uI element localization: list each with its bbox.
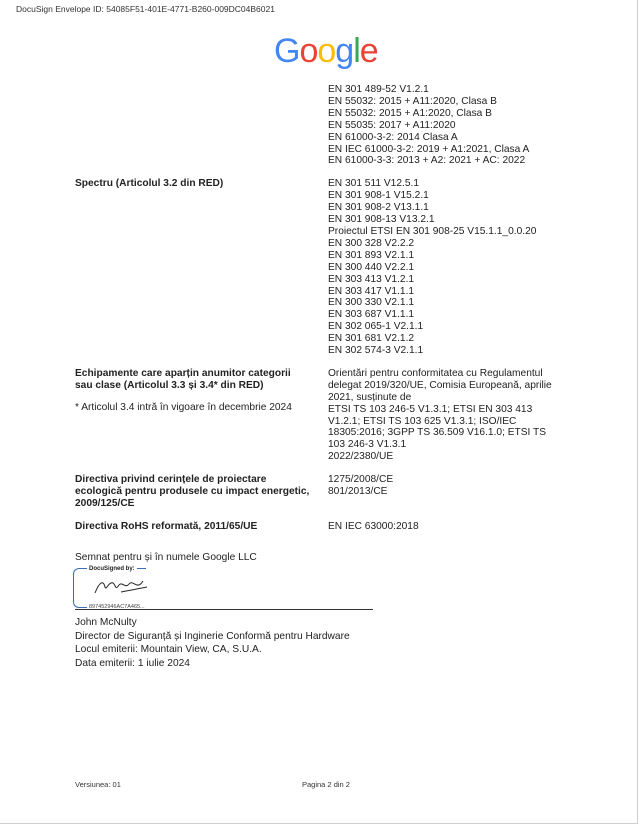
standard-line: EN IEC 61000-3-2: 2019 + A1:2021, Clasa A xyxy=(328,143,530,155)
logo-letter: G xyxy=(274,32,300,70)
issue-place: Locul emiterii: Mountain View, CA, S.U.A. xyxy=(75,644,262,656)
section-standards xyxy=(328,178,568,357)
standard-line: EN 55035: 2017 + A11:2020 xyxy=(328,119,456,131)
signature-intro: Semnat pentru și în numele Google LLC xyxy=(75,552,257,563)
section-label xyxy=(75,178,328,357)
section-label xyxy=(75,474,328,510)
standard-line: EN 301 908-1 V15.2.1 xyxy=(328,190,429,202)
standard-line: EN 301 908-13 V13.2.1 xyxy=(328,214,435,226)
standard-line: EN 61000-3-3: 2013 + A2: 2021 + AC: 2022 xyxy=(328,155,526,167)
google-logo xyxy=(274,32,378,71)
section-label-line: Spectru (Articolul 3.2 din RED) xyxy=(75,178,224,190)
standard-line: EN 301 489-52 V1.2.1 xyxy=(328,84,429,95)
standard-line: delegat 2019/320/UE, Comisia Europeană, aprilie xyxy=(328,379,552,391)
section-standards xyxy=(328,368,568,463)
section-label xyxy=(75,84,328,167)
section-emc xyxy=(75,84,575,167)
section-rohs xyxy=(75,521,575,533)
standard-line: 103 246-3 V1.3.1 xyxy=(328,439,407,451)
standards-table xyxy=(75,84,575,544)
standard-line: EN 301 681 V2.1.2 xyxy=(328,333,415,345)
section-label-line: 2009/125/CE xyxy=(75,498,135,509)
logo-letter: l xyxy=(353,32,360,70)
standard-line: EN 55032: 2015 + A11:2020, Clasa B xyxy=(328,95,497,107)
logo-letter: e xyxy=(359,32,378,70)
signer-title: Director de Siguranță și Inginerie Conformă pentru Hardware xyxy=(75,630,350,642)
standard-line: EN IEC 63000:2018 xyxy=(328,520,419,532)
section-label-line: Directiva RoHS reformată, 2011/65/UE xyxy=(75,520,258,532)
signature-block xyxy=(75,551,405,671)
standard-line: EN 302 574-3 V2.1.1 xyxy=(328,345,424,357)
section-label-line: sau clase (Articolul 3.3 și 3.4* din RED) xyxy=(75,379,264,391)
signer-name: John McNulty xyxy=(75,616,137,628)
standard-line: EN 55032: 2015 + A1:2020, Clasa B xyxy=(328,107,492,119)
logo-letter: o xyxy=(317,32,336,70)
standard-line: EN 300 440 V2.2.1 xyxy=(328,261,415,273)
standard-line: 2022/2380/UE xyxy=(328,451,394,463)
standard-line: V1.2.1; ETSI TS 103 625 V1.3.1; ISO/IEC xyxy=(328,415,517,427)
standard-line: EN 300 328 V2.2.2 xyxy=(328,237,415,249)
logo-letter: g xyxy=(335,32,354,70)
section-ecodesign xyxy=(75,474,575,510)
footer-page-number: Pagina 2 din 2 xyxy=(302,780,350,789)
standard-line: EN 61000-3-2: 2014 Clasa A xyxy=(328,131,458,143)
standard-line: EN 303 687 V1.1.1 xyxy=(328,309,415,321)
section-standards xyxy=(328,521,568,533)
signature-line xyxy=(75,609,373,610)
standard-line: Proiectul ETSI EN 301 908-25 V15.1.1_0.0.20 xyxy=(328,225,537,237)
standard-line: 18305:2016; 3GPP TS 36.509 V16.1.0; ETSI TS xyxy=(328,427,547,439)
standard-line: 1275/2008/CE xyxy=(328,474,394,486)
section-note: * Articolul 3.4 intră în vigoare în decembrie 2024 xyxy=(75,401,292,413)
standard-line: 2021, susținute de xyxy=(328,391,412,403)
standard-line: EN 303 417 V1.1.1 xyxy=(328,285,415,297)
standard-line: Orientări pentru conformitatea cu Regulamentul xyxy=(328,367,543,379)
section-label xyxy=(75,368,328,463)
standard-line: ETSI TS 103 246-5 V1.3.1; ETSI EN 303 413 xyxy=(328,403,533,415)
logo-letter: o xyxy=(299,32,318,70)
section-label-line: Directiva privind cerințele de proiectare xyxy=(75,474,267,486)
docusign-id: 897452946AC7A465... xyxy=(87,601,147,615)
section-equipment-categories xyxy=(75,368,575,463)
section-standards xyxy=(328,474,568,510)
docusigned-label: DocuSigned by: xyxy=(87,563,137,577)
standard-line: EN 302 065-1 V2.1.1 xyxy=(328,321,424,333)
section-standards xyxy=(328,84,568,167)
standard-line: EN 301 908-2 V13.1.1 xyxy=(328,202,429,214)
section-spectrum xyxy=(75,178,575,357)
standard-line: 801/2013/CE xyxy=(328,486,388,498)
standard-line: EN 301 511 V12.5.1 xyxy=(328,178,420,190)
standard-line: EN 301 893 V2.1.1 xyxy=(328,249,415,261)
section-label-line: ecologică pentru produsele cu impact energetic, xyxy=(75,486,310,498)
section-label xyxy=(75,521,328,533)
docusign-signature xyxy=(75,565,375,616)
footer-version: Versiunea: 01 xyxy=(75,780,121,789)
spacer xyxy=(75,392,328,402)
standard-line: EN 300 330 V2.1.1 xyxy=(328,297,415,309)
section-label-line: Echipamente care aparțin anumitor categorii xyxy=(75,367,291,379)
standard-line: EN 303 413 V1.2.1 xyxy=(328,273,415,285)
issue-date: Data emiterii: 1 iulie 2024 xyxy=(75,658,190,670)
handwritten-signature-icon xyxy=(91,573,151,599)
envelope-id: DocuSign Envelope ID: 54085F51-401E-4771-B260-009DC04B6021 xyxy=(16,4,275,14)
